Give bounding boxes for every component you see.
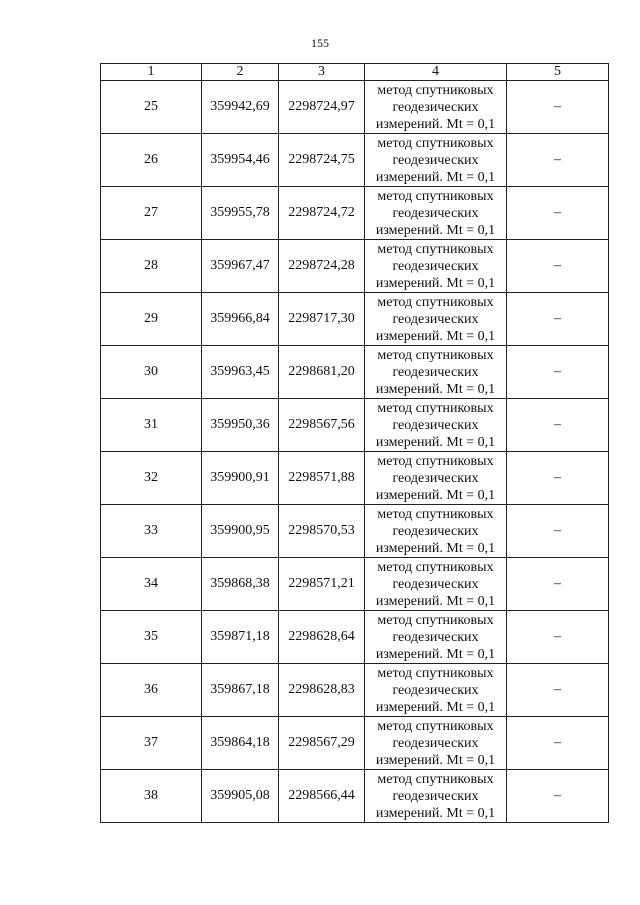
note-cell: – bbox=[507, 770, 609, 823]
x-coordinate-cell: 359868,38 bbox=[202, 558, 279, 611]
note-cell: – bbox=[507, 558, 609, 611]
method-line: геодезических bbox=[392, 470, 479, 486]
method-line: измерений. Mt = 0,1 bbox=[375, 116, 496, 132]
table-row bbox=[101, 187, 609, 240]
header-col-5: 5 bbox=[507, 64, 609, 81]
method-line: измерений. Mt = 0,1 bbox=[375, 699, 496, 715]
method-line: геодезических bbox=[392, 629, 479, 645]
method-line: геодезических bbox=[392, 258, 479, 274]
method-line: геодезических bbox=[392, 523, 479, 539]
point-number-cell: 33 bbox=[101, 505, 202, 558]
point-number-cell: 25 bbox=[101, 81, 202, 134]
table-row bbox=[101, 240, 609, 293]
note-cell: – bbox=[507, 611, 609, 664]
table-header bbox=[101, 64, 609, 81]
method-cell bbox=[365, 452, 507, 505]
table-row bbox=[101, 770, 609, 823]
method-line: измерений. Mt = 0,1 bbox=[375, 646, 496, 662]
table-row bbox=[101, 293, 609, 346]
note-cell: – bbox=[507, 81, 609, 134]
method-line: геодезических bbox=[392, 364, 479, 380]
x-coordinate-cell: 359955,78 bbox=[202, 187, 279, 240]
table-row bbox=[101, 399, 609, 452]
header-row bbox=[101, 64, 609, 81]
x-coordinate-cell: 359867,18 bbox=[202, 664, 279, 717]
method-line: метод спутниковых bbox=[377, 771, 494, 787]
method-line: метод спутниковых bbox=[377, 506, 494, 522]
y-coordinate-cell: 2298567,56 bbox=[279, 399, 365, 452]
point-number-cell: 32 bbox=[101, 452, 202, 505]
note-cell: – bbox=[507, 187, 609, 240]
method-cell bbox=[365, 81, 507, 134]
y-coordinate-cell: 2298717,30 bbox=[279, 293, 365, 346]
y-coordinate-cell: 2298724,72 bbox=[279, 187, 365, 240]
point-number-cell: 36 bbox=[101, 664, 202, 717]
method-line: измерений. Mt = 0,1 bbox=[375, 222, 496, 238]
table-row bbox=[101, 81, 609, 134]
table-row bbox=[101, 452, 609, 505]
y-coordinate-cell: 2298571,21 bbox=[279, 558, 365, 611]
x-coordinate-cell: 359900,91 bbox=[202, 452, 279, 505]
method-cell bbox=[365, 293, 507, 346]
method-cell bbox=[365, 558, 507, 611]
method-cell bbox=[365, 240, 507, 293]
note-cell: – bbox=[507, 452, 609, 505]
header-col-4: 4 bbox=[365, 64, 507, 81]
x-coordinate-cell: 359966,84 bbox=[202, 293, 279, 346]
x-coordinate-cell: 359942,69 bbox=[202, 81, 279, 134]
table-row bbox=[101, 717, 609, 770]
y-coordinate-cell: 2298724,75 bbox=[279, 134, 365, 187]
method-line: метод спутниковых bbox=[377, 665, 494, 681]
method-cell bbox=[365, 717, 507, 770]
method-line: геодезических bbox=[392, 576, 479, 592]
y-coordinate-cell: 2298628,64 bbox=[279, 611, 365, 664]
method-line: измерений. Mt = 0,1 bbox=[375, 805, 496, 821]
method-line: измерений. Mt = 0,1 bbox=[375, 593, 496, 609]
note-cell: – bbox=[507, 134, 609, 187]
method-cell bbox=[365, 346, 507, 399]
note-cell: – bbox=[507, 399, 609, 452]
method-line: метод спутниковых bbox=[377, 241, 494, 257]
note-cell: – bbox=[507, 346, 609, 399]
method-line: метод спутниковых bbox=[377, 347, 494, 363]
method-cell bbox=[365, 187, 507, 240]
x-coordinate-cell: 359954,46 bbox=[202, 134, 279, 187]
y-coordinate-cell: 2298567,29 bbox=[279, 717, 365, 770]
x-coordinate-cell: 359967,47 bbox=[202, 240, 279, 293]
method-cell bbox=[365, 399, 507, 452]
method-line: метод спутниковых bbox=[377, 135, 494, 151]
point-number-cell: 30 bbox=[101, 346, 202, 399]
x-coordinate-cell: 359950,36 bbox=[202, 399, 279, 452]
point-number-cell: 38 bbox=[101, 770, 202, 823]
x-coordinate-cell: 359963,45 bbox=[202, 346, 279, 399]
method-line: геодезических bbox=[392, 417, 479, 433]
table-row bbox=[101, 505, 609, 558]
method-line: метод спутниковых bbox=[377, 718, 494, 734]
method-line: измерений. Mt = 0,1 bbox=[375, 487, 496, 503]
table-row bbox=[101, 611, 609, 664]
method-line: измерений. Mt = 0,1 bbox=[375, 752, 496, 768]
method-line: геодезических bbox=[392, 99, 479, 115]
y-coordinate-cell: 2298724,97 bbox=[279, 81, 365, 134]
method-line: метод спутниковых bbox=[377, 400, 494, 416]
method-line: метод спутниковых bbox=[377, 188, 494, 204]
method-line: геодезических bbox=[392, 788, 479, 804]
method-cell bbox=[365, 611, 507, 664]
table-row bbox=[101, 134, 609, 187]
x-coordinate-cell: 359905,08 bbox=[202, 770, 279, 823]
y-coordinate-cell: 2298566,44 bbox=[279, 770, 365, 823]
method-line: геодезических bbox=[392, 735, 479, 751]
note-cell: – bbox=[507, 293, 609, 346]
method-cell bbox=[365, 134, 507, 187]
method-line: метод спутниковых bbox=[377, 453, 494, 469]
method-line: измерений. Mt = 0,1 bbox=[375, 275, 496, 291]
header-col-2: 2 bbox=[202, 64, 279, 81]
method-cell bbox=[365, 664, 507, 717]
method-line: метод спутниковых bbox=[377, 294, 494, 310]
method-line: метод спутниковых bbox=[377, 559, 494, 575]
y-coordinate-cell: 2298628,83 bbox=[279, 664, 365, 717]
method-line: измерений. Mt = 0,1 bbox=[375, 540, 496, 556]
header-col-1: 1 bbox=[101, 64, 202, 81]
method-line: измерений. Mt = 0,1 bbox=[375, 169, 496, 185]
y-coordinate-cell: 2298724,28 bbox=[279, 240, 365, 293]
table-row bbox=[101, 664, 609, 717]
method-line: геодезических bbox=[392, 682, 479, 698]
method-line: измерений. Mt = 0,1 bbox=[375, 328, 496, 344]
x-coordinate-cell: 359900,95 bbox=[202, 505, 279, 558]
x-coordinate-cell: 359871,18 bbox=[202, 611, 279, 664]
method-line: метод спутниковых bbox=[377, 612, 494, 628]
table-row bbox=[101, 346, 609, 399]
coordinates-table bbox=[100, 63, 609, 823]
page-number: 155 bbox=[311, 36, 329, 50]
note-cell: – bbox=[507, 505, 609, 558]
point-number-cell: 26 bbox=[101, 134, 202, 187]
method-line: метод спутниковых bbox=[377, 82, 494, 98]
method-cell bbox=[365, 770, 507, 823]
table-body bbox=[101, 81, 609, 823]
method-line: геодезических bbox=[392, 152, 479, 168]
header-col-3: 3 bbox=[279, 64, 365, 81]
y-coordinate-cell: 2298571,88 bbox=[279, 452, 365, 505]
y-coordinate-cell: 2298681,20 bbox=[279, 346, 365, 399]
note-cell: – bbox=[507, 717, 609, 770]
point-number-cell: 35 bbox=[101, 611, 202, 664]
method-cell bbox=[365, 505, 507, 558]
point-number-cell: 29 bbox=[101, 293, 202, 346]
table-row bbox=[101, 558, 609, 611]
method-line: геодезических bbox=[392, 205, 479, 221]
y-coordinate-cell: 2298570,53 bbox=[279, 505, 365, 558]
method-line: измерений. Mt = 0,1 bbox=[375, 434, 496, 450]
method-line: геодезических bbox=[392, 311, 479, 327]
point-number-cell: 31 bbox=[101, 399, 202, 452]
method-line: измерений. Mt = 0,1 bbox=[375, 381, 496, 397]
point-number-cell: 37 bbox=[101, 717, 202, 770]
point-number-cell: 28 bbox=[101, 240, 202, 293]
point-number-cell: 27 bbox=[101, 187, 202, 240]
note-cell: – bbox=[507, 240, 609, 293]
x-coordinate-cell: 359864,18 bbox=[202, 717, 279, 770]
point-number-cell: 34 bbox=[101, 558, 202, 611]
note-cell: – bbox=[507, 664, 609, 717]
